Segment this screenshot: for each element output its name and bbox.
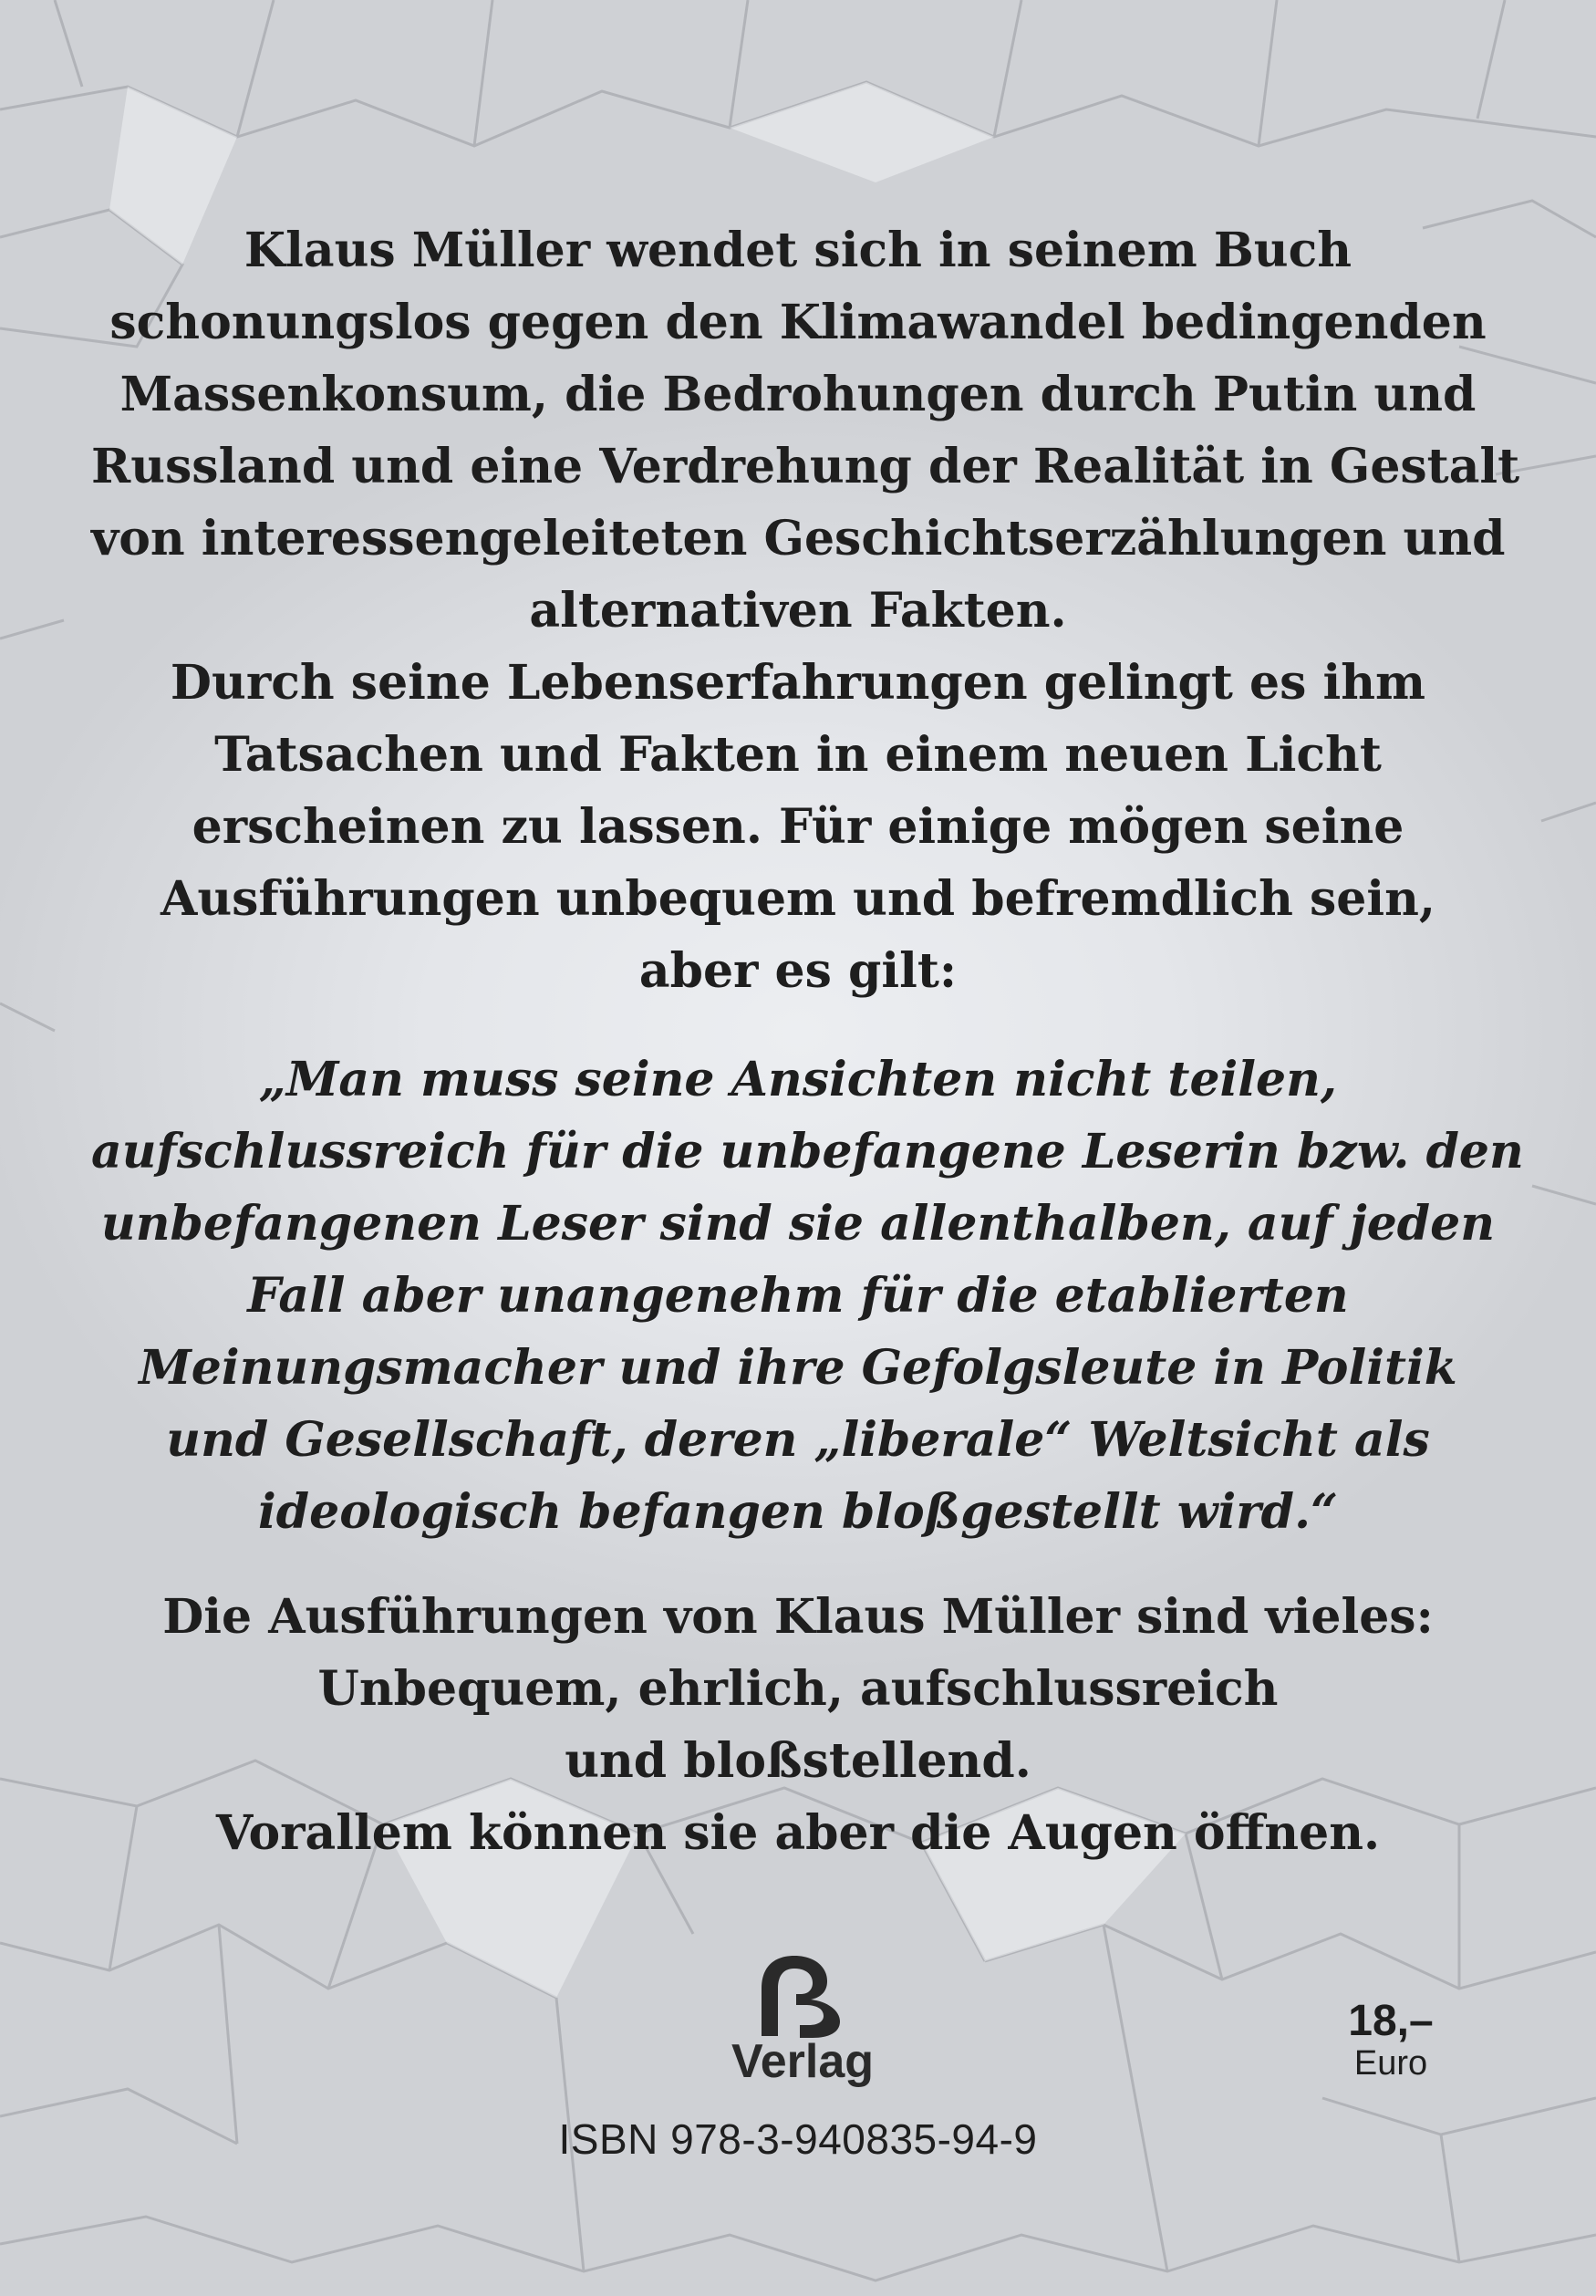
blurb-line: Tatsachen und Fakten in einem neuen Licht xyxy=(214,727,1382,783)
price-currency: Euro xyxy=(1353,2044,1428,2083)
quote-line: ideologisch befangen bloßgestellt wird.“ xyxy=(258,1484,1338,1540)
blurb-quote xyxy=(91,1044,1524,1548)
blurb-line: Unbequem, ehrlich, aufschlussreich xyxy=(317,1661,1279,1717)
blurb-line: und bloßstellend. xyxy=(565,1733,1031,1789)
quote-line: und Gesellschaft, deren „liberale“ Weltsicht als xyxy=(166,1412,1430,1468)
blurb-line: Ausführungen unbequem und befremdlich sein, xyxy=(160,871,1436,927)
blurb-line: Vorallem können sie aber die Augen öffnen. xyxy=(215,1805,1381,1861)
quote-line: Fall aber unangenehm für die etablierten xyxy=(247,1268,1349,1324)
eszett-logo-icon xyxy=(752,1952,853,2040)
blurb-line: Die Ausführungen von Klaus Müller sind vieles: xyxy=(162,1589,1434,1645)
isbn-number: ISBN 978-3-940835-94-9 xyxy=(558,2115,1038,2163)
blurb-line: aber es gilt: xyxy=(638,943,958,999)
quote-line: „Man muss seine Ansichten nicht teilen, xyxy=(258,1052,1338,1107)
price-value: 18,– xyxy=(1348,1997,1434,2045)
blurb-intro xyxy=(91,214,1520,1007)
blurb-line: alternativen Fakten. xyxy=(529,583,1067,639)
blurb-line: Durch seine Lebenserfahrungen gelingt es ihm xyxy=(170,655,1426,711)
blurb-line: von interessengeleiteten Geschichtserzählungen und xyxy=(91,511,1506,566)
publisher-name: Verlag xyxy=(731,2035,875,2088)
blurb-outro xyxy=(91,1581,1505,1869)
blurb-text xyxy=(91,214,1524,1869)
quote-line: unbefangenen Leser sind sie allenthalben, auf jeden xyxy=(100,1196,1496,1252)
publisher-logo xyxy=(720,1952,885,2087)
blurb-line: schonungslos gegen den Klimawandel bedingenden xyxy=(109,295,1487,350)
blurb-line: Russland und eine Verdrehung der Realität in Gestalt xyxy=(91,439,1520,494)
blurb-line: Klaus Müller wendet sich in seinem Buch xyxy=(244,223,1352,278)
quote-line: aufschlussreich für die unbefangene Leserin bzw. den xyxy=(91,1124,1524,1179)
quote-line: Meinungsmacher und ihre Gefolgsleute in Politik xyxy=(139,1340,1457,1396)
blurb-line: erscheinen zu lassen. Für einige mögen seine xyxy=(192,799,1404,855)
blurb-line: Massenkonsum, die Bedrohungen durch Putin und xyxy=(119,367,1477,422)
price-tag xyxy=(1322,1998,1459,2082)
